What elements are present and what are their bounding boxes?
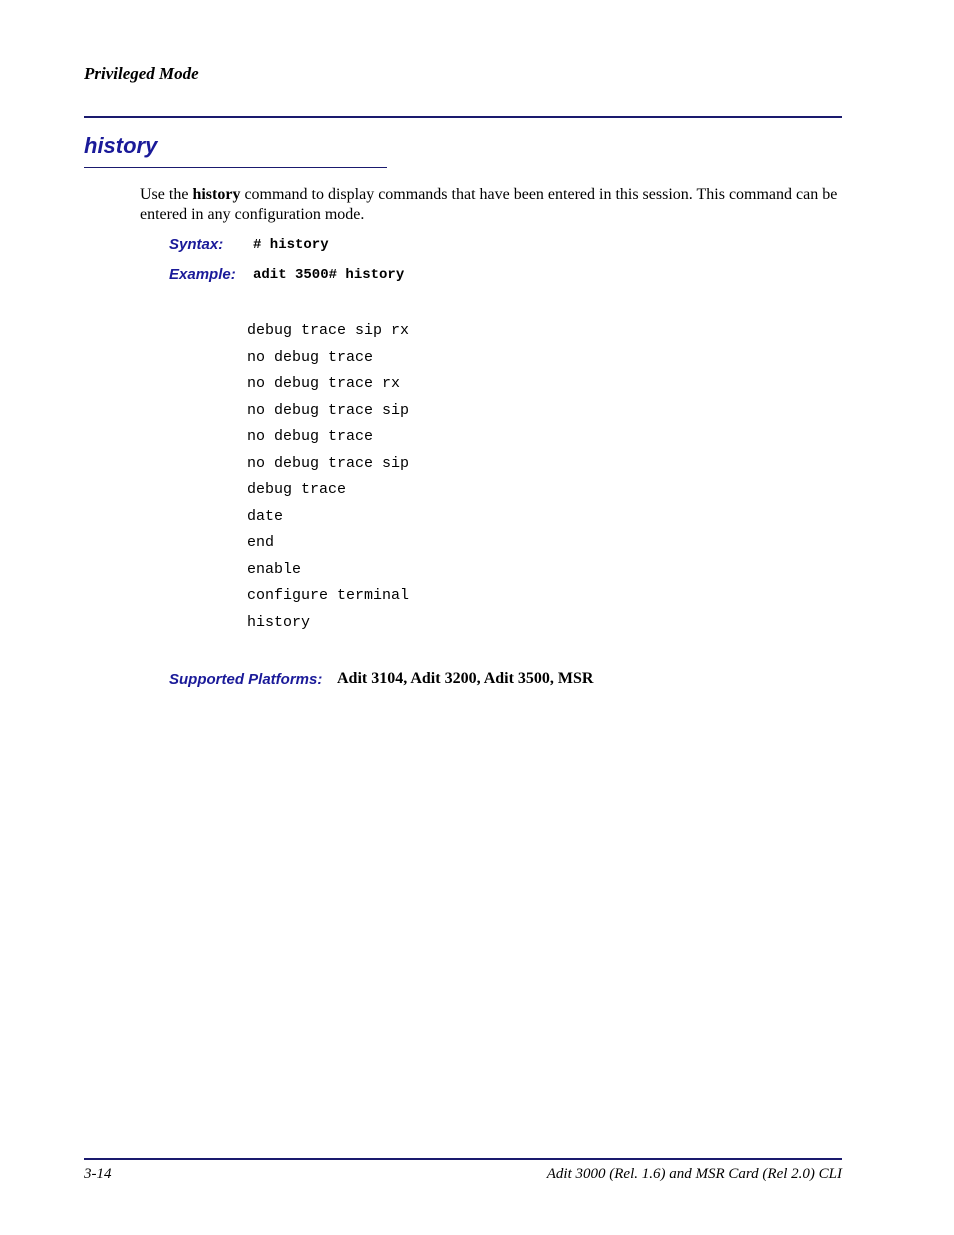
- title-rule: [84, 167, 387, 168]
- intro-paragraph: [140, 185, 845, 225]
- intro-text-before: Use the: [140, 186, 193, 203]
- page-number: 3-14: [84, 1166, 112, 1182]
- page-title: history: [84, 133, 158, 158]
- history-output-line: no debug trace: [247, 428, 374, 445]
- history-output-line: no debug trace rx: [247, 375, 401, 392]
- intro-text-after: command to display commands that have been entered in this session. This command can be entered in any configuration mode.: [140, 186, 838, 223]
- history-output-line: end: [247, 534, 275, 551]
- history-output-line: no debug trace: [247, 348, 374, 366]
- history-output-line: debug trace: [247, 481, 347, 498]
- history-output-list: [247, 321, 409, 639]
- history-output-line: enable: [247, 560, 302, 578]
- example-label: Example:: [169, 266, 236, 283]
- footer-rule: [84, 1158, 842, 1160]
- intro-command: history: [192, 186, 241, 203]
- syntax-value: # history: [253, 237, 329, 253]
- history-output-line: no debug trace sip: [247, 401, 410, 419]
- syntax-label: Syntax:: [169, 236, 224, 253]
- example-prompt: adit 3500# history: [253, 267, 405, 283]
- running-header-section: Privileged Mode: [84, 64, 199, 83]
- platforms-value: Adit 3104, Adit 3200, Adit 3500, MSR: [337, 670, 594, 687]
- history-output-line: date: [247, 507, 284, 525]
- header-rule: [84, 116, 842, 118]
- history-output-line: history: [247, 613, 311, 631]
- history-output-line: configure terminal: [247, 587, 410, 604]
- platforms-label: Supported Platforms:: [169, 671, 323, 688]
- document-title: Adit 3000 (Rel. 1.6) and MSR Card (Rel 2.0) CLI: [546, 1166, 842, 1182]
- history-output-line: debug trace sip rx: [247, 322, 410, 339]
- history-output-line: no debug trace sip: [247, 454, 410, 472]
